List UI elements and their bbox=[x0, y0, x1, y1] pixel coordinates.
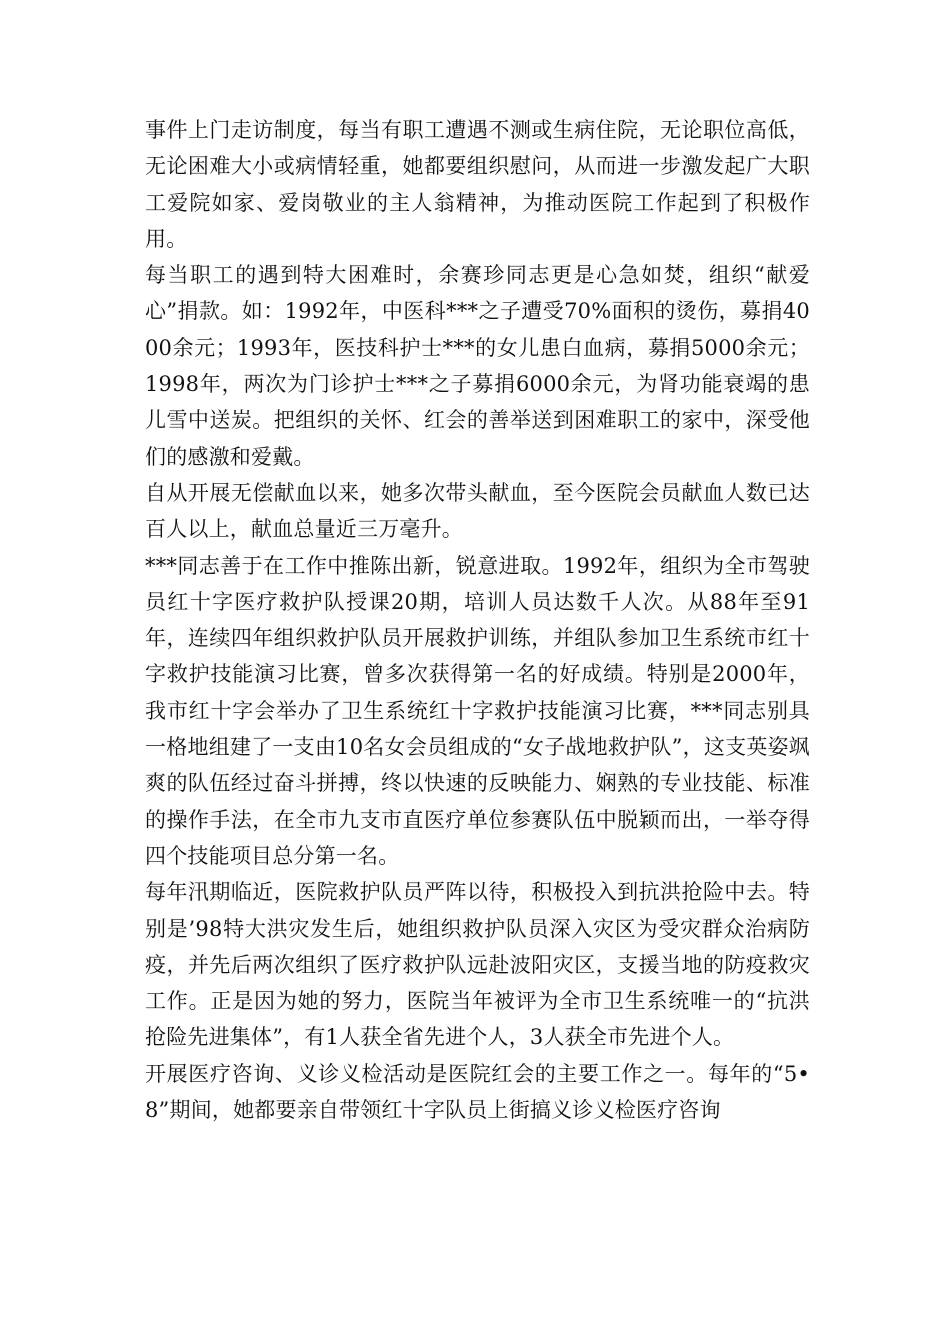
body-text bbox=[145, 112, 810, 1128]
paragraph-3: 自从开展无偿献血以来，她多次带头献血，至今医院会员献血人数已达百人以上，献血总量近三万毫升。 bbox=[145, 480, 810, 542]
paragraph-5: 每年汛期临近，医院救护队员严阵以待，积极投入到抗洪抢险中去。特别是’98特大洪灾发生后，她组织救护队员深入灾区为受灾群众治病防疫，并先后两次组织了医疗救护队远赴波阳灾区，支援当地的防疫救灾工作。正是因为她的努力，医院当年被评为全市卫生系统唯一的“抗洪抢险先进集体”，有1人获全省先进个人，3人获全市先进个人。 bbox=[145, 880, 810, 1050]
paragraph-1: 事件上门走访制度，每当有职工遭遇不测或生病住院，无论职位高低，无论困难大小或病情轻重，她都要组织慰问，从而进一步激发起广大职工爱院如家、爱岗敬业的主人翁精神，为推动医院工作起到了积极作用。 bbox=[145, 118, 810, 251]
paragraph-2: 每当职工的遇到特大困难时，余赛珍同志更是心急如焚，组织“献爱心”捐款。如：1992年，中医科***之子遭受70%面积的烫伤，募捐4000余元；1993年，医技科护士***的女儿患白血病，募捐5000余元；1998年，两次为门诊护士***之子募捐6000余元，为肾功能衰竭的患儿雪中送炭。把组织的关怀、红会的善举送到困难职工的家中，深受他们的感激和爱戴。 bbox=[145, 263, 810, 469]
paragraph-6: 开展医疗咨询、义诊义检活动是医院红会的主要工作之一。每年的“5•8”期间，她都要亲自带领红十字队员上街搞义诊义检医疗咨询 bbox=[145, 1061, 810, 1123]
paragraph-4: ***同志善于在工作中推陈出新，锐意进取。1992年，组织为全市驾驶员红十字医疗救护队授课20期，培训人员达数千人次。从88年至91年，连续四年组织救护队员开展救护训练，并组队参加卫生系统市红十字救护技能演习比赛，曾多次获得第一名的好成绩。特别是2000年，我市红十字会举办了卫生系统红十字救护技能演习比赛，***同志别具一格地组建了一支由10名女会员组成的“女子战地救护队”，这支英姿飒爽的队伍经过奋斗拼搏，终以快速的反映能力、娴熟的专业技能、标准的操作手法，在全市九支市直医疗单位参赛队伍中脱颖而出，一举夺得四个技能项目总分第一名。 bbox=[145, 553, 811, 868]
